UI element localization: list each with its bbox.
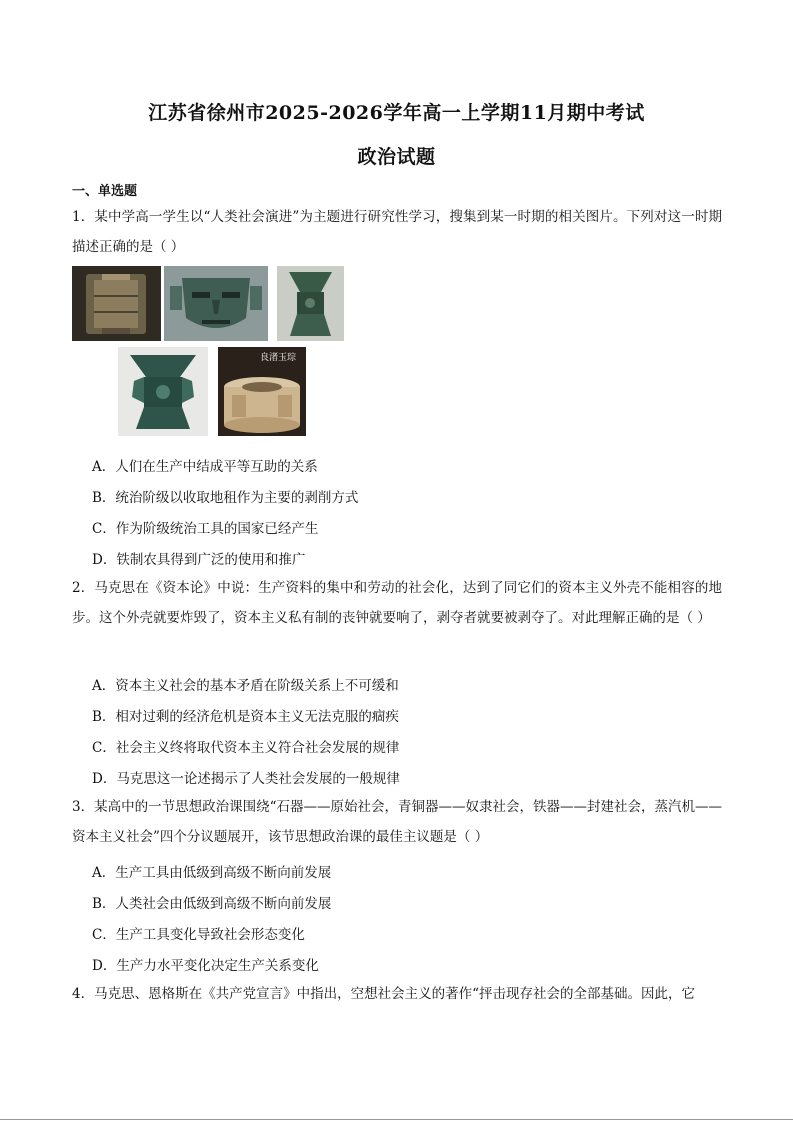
q2-option-d[interactable]: D．马克思这一论述揭示了人类社会发展的一般规律 [92,771,400,787]
q3-option-d[interactable]: D．生产力水平变化决定生产关系变化 [92,958,319,974]
q1-option-a[interactable]: A．人们在生产中结成平等互助的关系 [92,459,318,475]
q2-option-b[interactable]: B．相对过剩的经济危机是资本主义无法克服的痼疾 [92,709,399,725]
q1-option-d[interactable]: D．铁制农具得到广泛的使用和推广 [92,552,306,568]
jade-cong-image [72,266,161,341]
q3-option-c[interactable]: C．生产工具变化导致社会形态变化 [92,927,305,943]
q3-option-a[interactable]: A．生产工具由低级到高级不断向前发展 [92,865,332,881]
bronze-mask-image [164,266,268,341]
q1-option-c[interactable]: C．作为阶级统治工具的国家已经产生 [92,521,319,537]
q2-option-a[interactable]: A．资本主义社会的基本矛盾在阶级关系上不可缓和 [92,678,399,694]
liangzhu-jade-cong-image [218,347,306,436]
question-4-text: 4．马克思、恩格斯在《共产党宣言》中指出，空想社会主义的著作“抨击现存社会的全部基础。因此，它 [72,986,695,1002]
question-2-text: 2．马克思在《资本论》中说：生产资料的集中和劳动的社会化，达到了同它们的资本主义外壳不能相容的地步。这个外壳就要炸毁了，资本主义私有制的丧钟就要响了，剥夺者就要被剥夺了。对此理解正确的是（ ） [72,580,722,626]
document-title: 江苏省徐州市2025-2026学年高一上学期11月期中考试 [148,102,645,124]
question-1-text: 1．某中学高一学生以“人类社会演进”为主题进行研究性学习，搜集到某一时期的相关图片。下列对这一时期描述正确的是（ ） [72,209,722,255]
page-bottom-border [0,1119,793,1120]
question-3-text: 3．某高中的一节思想政治课围绕“石器——原始社会，青铜器——奴隶社会，铁器——封建社会，蒸汽机——资本主义社会”四个分议题展开，该节思想政治课的最佳主议题是（ ） [72,799,722,845]
q1-option-b[interactable]: B．统治阶级以收取地租作为主要的剥削方式 [92,490,359,506]
section-heading: 一、单选题 [72,184,138,199]
image-caption: 良渚玉琮 [260,353,297,363]
document-subtitle: 政治试题 [357,146,436,168]
bronze-zun-image [277,266,344,341]
bronze-vessel-image [118,347,208,436]
q2-option-c[interactable]: C．社会主义终将取代资本主义符合社会发展的规律 [92,740,400,756]
q3-option-b[interactable]: B．人类社会由低级到高级不断向前发展 [92,896,332,912]
